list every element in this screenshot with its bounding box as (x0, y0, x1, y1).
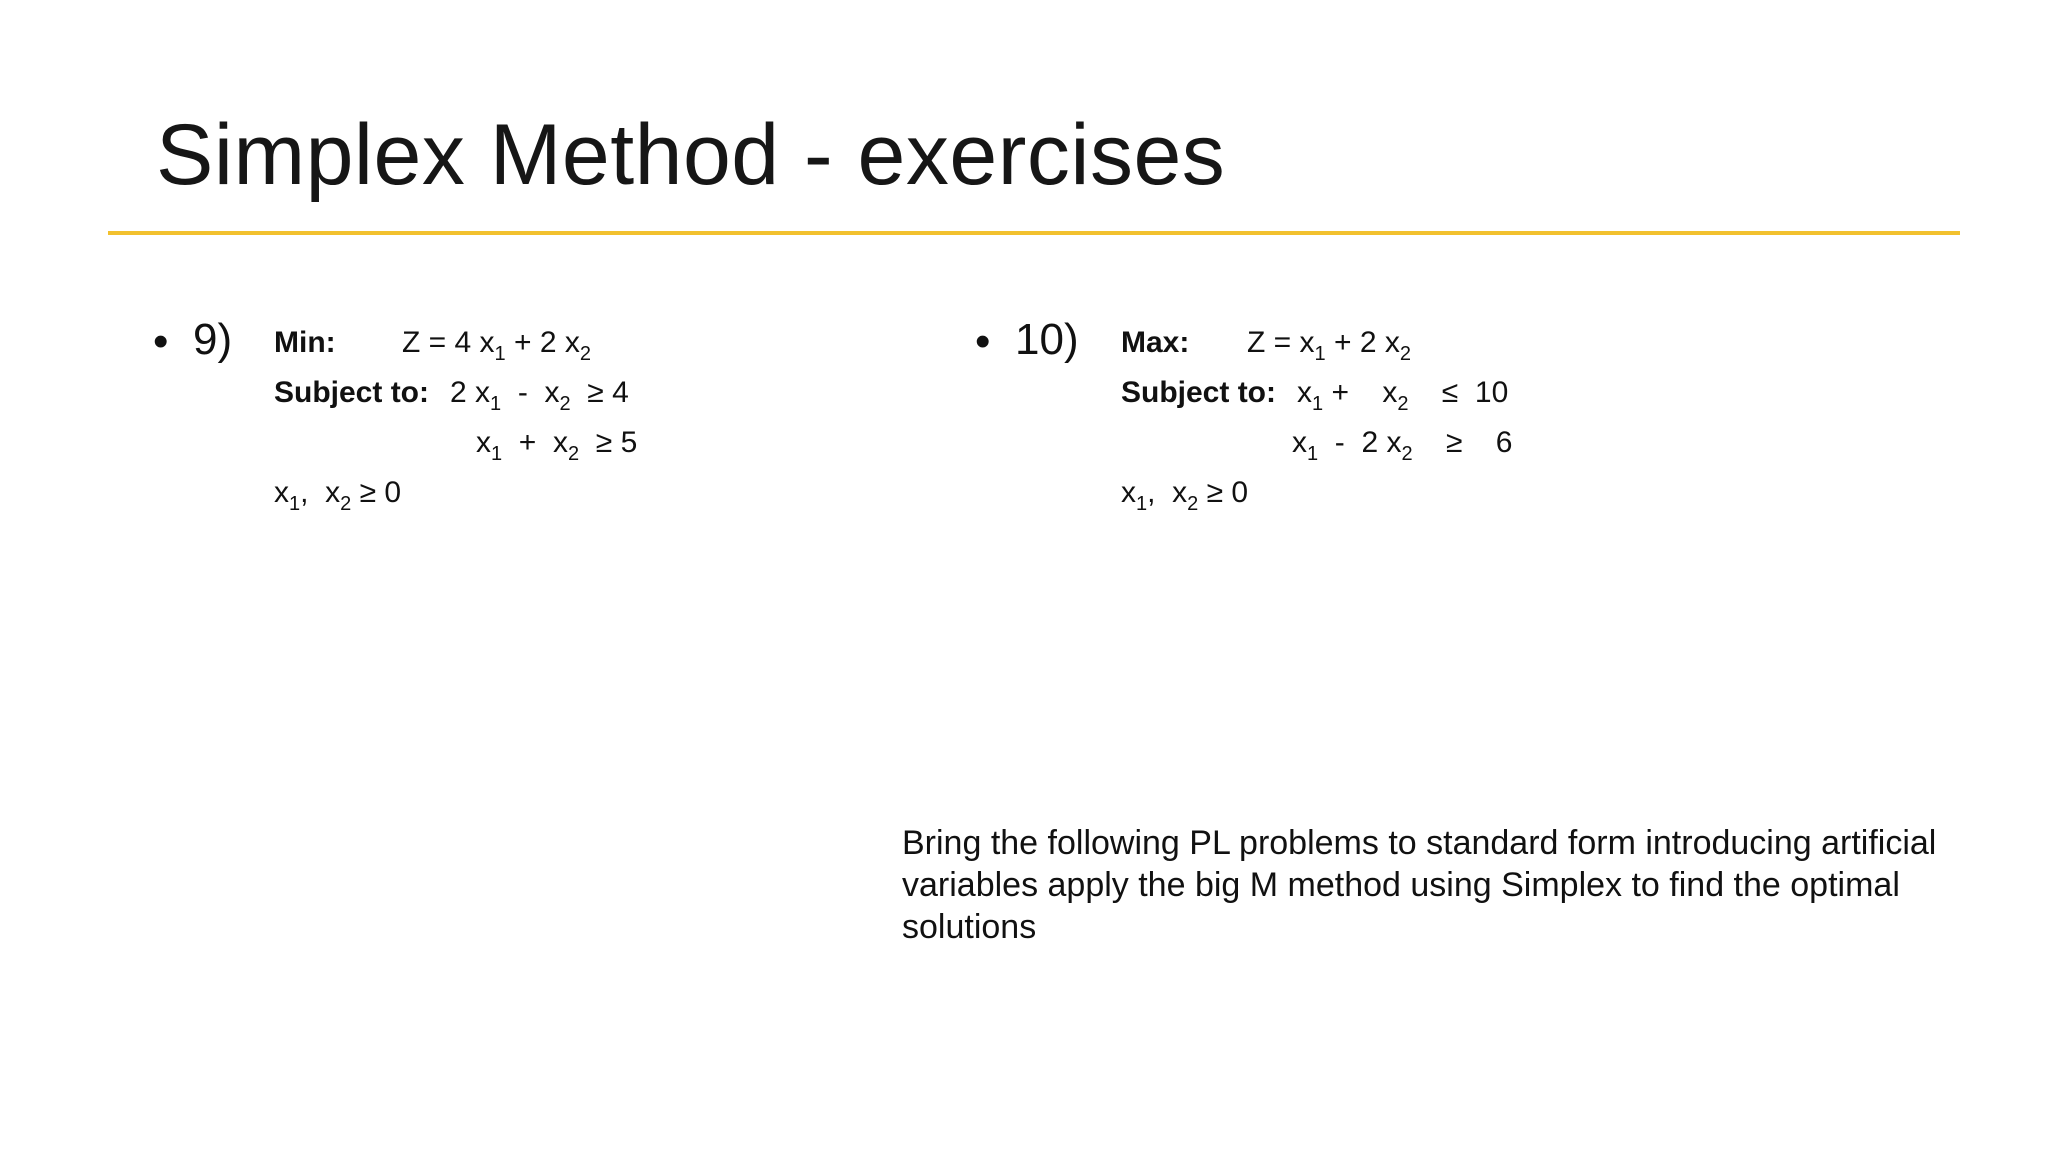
ex9-nonnegativity: $x_1$, $x_2 \ge 0$ (274, 476, 402, 515)
ex10-objective: $Z = x_1 + 2$ $x_2$ (1247, 326, 1411, 365)
ex9-objective-label: Min: (274, 326, 336, 359)
bullet-9: • (153, 317, 169, 366)
exercise-9-number: 9) (193, 315, 233, 364)
ex9-constraint-2: $x_1 + x_2 \ge 5$ (476, 426, 638, 465)
instructions-text: Bring the following PL problems to standard form introducing artificial variables apply the big M method using Simplex to find the optimal solutions (902, 824, 1937, 946)
ex10-constraint-2: $x_1 - 2$ $x_2$ ≥ 6 (1292, 426, 1513, 465)
ex10-objective-label: Max: (1121, 326, 1190, 359)
ex9-constraint-1: 2 $x_1 - x_2 \ge 4$ (450, 376, 629, 415)
ex9-subject-label: Subject to: (274, 376, 429, 409)
exercise-10-number: 10) (1015, 315, 1079, 364)
ex10-constraint1-row (1121, 376, 1509, 415)
ex10-nonnegativity: $x_1$, $x_2 \ge 0$ (1121, 476, 1249, 515)
bullet-10: • (975, 317, 991, 366)
ex10-subject-label: Subject to: (1121, 376, 1276, 409)
title-underline (108, 231, 1960, 235)
ex10-objective-row (1121, 326, 1411, 365)
ex9-objective-row (274, 326, 592, 365)
ex9-objective: Z = 4 $x_1 + 2$ $x_2$ (402, 326, 592, 365)
ex9-constraint1-row (274, 376, 629, 415)
ex10-constraint-1: $x_1$ + $x_2$ ≤ 10 (1297, 376, 1509, 415)
slide-title: Simplex Method - exercises (156, 107, 1226, 203)
